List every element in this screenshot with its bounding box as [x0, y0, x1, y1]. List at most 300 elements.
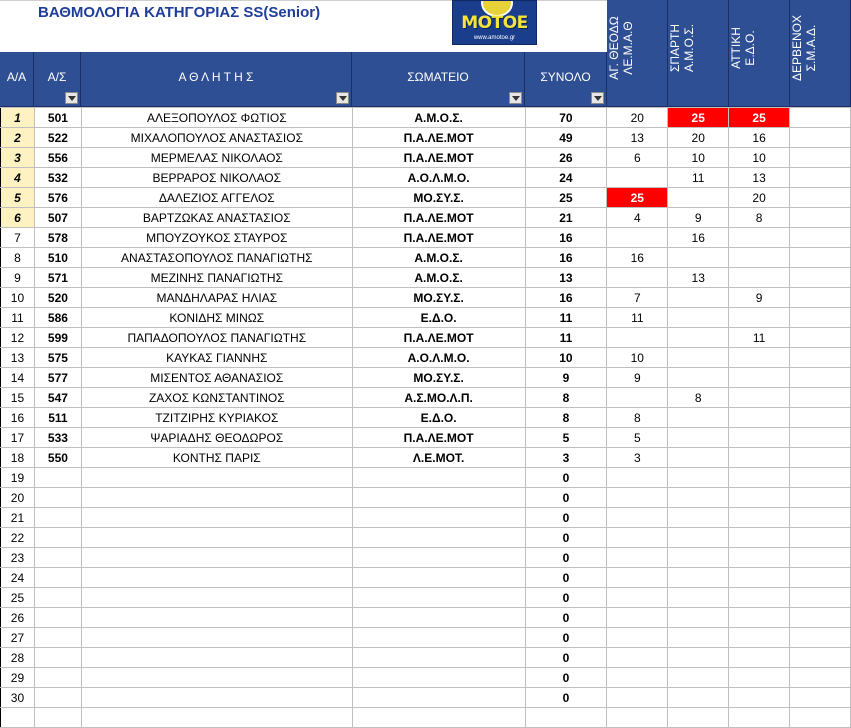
cell-race-2[interactable]: [668, 368, 729, 388]
cell-aa[interactable]: 8: [1, 248, 35, 268]
cell-athlete[interactable]: [81, 528, 352, 548]
cell-race-1[interactable]: [607, 688, 668, 708]
cell-club[interactable]: Ε.Δ.Ο.: [352, 408, 525, 428]
cell-athlete[interactable]: [81, 548, 352, 568]
cell-club[interactable]: [352, 668, 525, 688]
cell-club[interactable]: Α.Μ.Ο.Σ.: [352, 268, 525, 288]
cell-race-3[interactable]: [729, 588, 790, 608]
cell-total[interactable]: 8: [525, 388, 607, 408]
cell-total[interactable]: 26: [525, 148, 607, 168]
cell-aa[interactable]: 10: [1, 288, 35, 308]
filter-dropdown-icon[interactable]: [336, 92, 349, 104]
cell-total[interactable]: 21: [525, 208, 607, 228]
cell-athlete[interactable]: [81, 668, 352, 688]
cell-as[interactable]: 532: [34, 168, 81, 188]
cell-race-4[interactable]: [790, 588, 851, 608]
cell-athlete[interactable]: ΚΑΥΚΑΣ ΓΙΑΝΝΗΣ: [81, 348, 352, 368]
cell-total[interactable]: 5: [525, 428, 607, 448]
cell-club[interactable]: [352, 488, 525, 508]
cell-total[interactable]: 0: [525, 468, 607, 488]
cell-race-3[interactable]: [729, 448, 790, 468]
cell-club[interactable]: ΜΟ.ΣΥ.Σ.: [352, 288, 525, 308]
cell-race-2[interactable]: [668, 308, 729, 328]
cell-as[interactable]: 556: [34, 148, 81, 168]
cell-race-1[interactable]: [607, 508, 668, 528]
cell-club[interactable]: [352, 608, 525, 628]
cell-total[interactable]: 0: [525, 628, 607, 648]
cell-athlete[interactable]: ΚΟΝΙΔΗΣ ΜΙΝΩΣ: [81, 308, 352, 328]
cell-race-3[interactable]: [729, 508, 790, 528]
cell-race-1[interactable]: [607, 328, 668, 348]
cell-as[interactable]: [34, 608, 81, 628]
table-row: [1, 168, 851, 188]
cell-athlete[interactable]: ΑΛΕΞΟΠΟΥΛΟΣ ΦΩΤΙΟΣ: [81, 108, 352, 128]
cell-aa[interactable]: 13: [1, 348, 35, 368]
cell-aa[interactable]: 20: [1, 488, 35, 508]
cell-club[interactable]: [352, 528, 525, 548]
cell-total[interactable]: 0: [525, 608, 607, 628]
cell-race-1[interactable]: [607, 468, 668, 488]
cell-race-4[interactable]: [790, 508, 851, 528]
cell-total[interactable]: 16: [525, 228, 607, 248]
cell-as[interactable]: 550: [34, 448, 81, 468]
cell-aa[interactable]: 25: [1, 588, 35, 608]
cell-as[interactable]: [34, 508, 81, 528]
cell-as[interactable]: [34, 488, 81, 508]
cell-race-3[interactable]: [729, 248, 790, 268]
cell-race-3[interactable]: [729, 428, 790, 448]
cell-race-2[interactable]: 20: [668, 128, 729, 148]
cell-race-1[interactable]: [607, 488, 668, 508]
cell-race-4[interactable]: [790, 248, 851, 268]
cell-race-3[interactable]: [729, 628, 790, 648]
cell-race-3[interactable]: [729, 648, 790, 668]
cell-race-2[interactable]: [668, 608, 729, 628]
cell-race-1[interactable]: 3: [607, 448, 668, 468]
cell-race-4[interactable]: [790, 228, 851, 248]
table-row: [1, 428, 851, 448]
cell-as[interactable]: [34, 468, 81, 488]
cell-race-2[interactable]: [668, 568, 729, 588]
cell-club[interactable]: Π.Α.ΛΕ.ΜΟΤ: [352, 428, 525, 448]
cell-total[interactable]: 25: [525, 188, 607, 208]
cell-aa[interactable]: 27: [1, 628, 35, 648]
cell-as[interactable]: 575: [34, 348, 81, 368]
cell-race-1[interactable]: [607, 388, 668, 408]
cell-athlete[interactable]: ΒΑΡΤΖΩΚΑΣ ΑΝΑΣΤΑΣΙΟΣ: [81, 208, 352, 228]
cell-race-4[interactable]: [790, 308, 851, 328]
cell-athlete[interactable]: ΠΑΠΑΔΟΠΟΥΛΟΣ ΠΑΝΑΓΙΩΤΗΣ: [81, 328, 352, 348]
cell-club[interactable]: Π.Α.ΛΕ.ΜΟΤ: [352, 148, 525, 168]
cell-total[interactable]: 0: [525, 648, 607, 668]
cell-aa[interactable]: 30: [1, 688, 35, 708]
cell-aa[interactable]: 29: [1, 668, 35, 688]
cell-race-2[interactable]: 16: [668, 228, 729, 248]
cell-race-1[interactable]: 10: [607, 348, 668, 368]
cell-race-3[interactable]: [729, 388, 790, 408]
cell-race-1[interactable]: [607, 708, 668, 728]
cell-club[interactable]: Ε.Δ.Ο.: [352, 308, 525, 328]
cell-race-4[interactable]: [790, 648, 851, 668]
cell-race-3[interactable]: 16: [729, 128, 790, 148]
cell-race-1[interactable]: 25: [607, 188, 668, 208]
cell-club[interactable]: [352, 568, 525, 588]
header-total: ΣΥΝΟΛΟ: [525, 52, 607, 107]
cell-race-2[interactable]: 11: [668, 168, 729, 188]
cell-club[interactable]: [352, 588, 525, 608]
cell-race-2[interactable]: 10: [668, 148, 729, 168]
cell-race-1[interactable]: 7: [607, 288, 668, 308]
cell-race-4[interactable]: [790, 448, 851, 468]
cell-as[interactable]: [34, 588, 81, 608]
cell-as[interactable]: 533: [34, 428, 81, 448]
cell-athlete[interactable]: ΜΙΧΑΛΟΠΟΥΛΟΣ ΑΝΑΣΤΑΣΙΟΣ: [81, 128, 352, 148]
cell-race-3[interactable]: 9: [729, 288, 790, 308]
header-race-2: ΣΠΑΡΤΗ Α.Μ.Ο.Σ.: [668, 0, 729, 107]
cell-race-4[interactable]: [790, 608, 851, 628]
cell-race-4[interactable]: [790, 128, 851, 148]
cell-club[interactable]: ΜΟ.ΣΥ.Σ.: [352, 368, 525, 388]
cell-race-2[interactable]: [668, 488, 729, 508]
cell-race-3[interactable]: 8: [729, 208, 790, 228]
cell-race-3[interactable]: 11: [729, 328, 790, 348]
cell-race-3[interactable]: [729, 348, 790, 368]
cell-aa[interactable]: 17: [1, 428, 35, 448]
cell-club[interactable]: Α.Ο.Λ.Μ.Ο.: [352, 348, 525, 368]
cell-race-1[interactable]: 20: [607, 108, 668, 128]
cell-athlete[interactable]: ΜΕΖΙΝΗΣ ΠΑΝΑΓΙΩΤΗΣ: [81, 268, 352, 288]
cell-as[interactable]: [34, 628, 81, 648]
cell-club[interactable]: [352, 708, 525, 728]
cell-as[interactable]: [34, 688, 81, 708]
cell-race-3[interactable]: [729, 548, 790, 568]
cell-race-2[interactable]: [668, 688, 729, 708]
cell-race-4[interactable]: [790, 408, 851, 428]
table-row: [1, 508, 851, 528]
cell-aa[interactable]: 11: [1, 308, 35, 328]
cell-race-4[interactable]: [790, 568, 851, 588]
table-row: [1, 528, 851, 548]
cell-athlete[interactable]: [81, 488, 352, 508]
cell-race-1[interactable]: [607, 568, 668, 588]
cell-race-2[interactable]: [668, 468, 729, 488]
cell-race-2[interactable]: [668, 548, 729, 568]
cell-race-1[interactable]: 4: [607, 208, 668, 228]
cell-total[interactable]: 0: [525, 508, 607, 528]
cell-total[interactable]: 49: [525, 128, 607, 148]
cell-race-2[interactable]: [668, 348, 729, 368]
cell-race-1[interactable]: [607, 528, 668, 548]
cell-race-3[interactable]: [729, 468, 790, 488]
cell-race-4[interactable]: [790, 688, 851, 708]
cell-race-3[interactable]: [729, 528, 790, 548]
cell-race-4[interactable]: [790, 488, 851, 508]
cell-total[interactable]: 70: [525, 108, 607, 128]
cell-race-4[interactable]: [790, 668, 851, 688]
cell-athlete[interactable]: [81, 648, 352, 668]
cell-club[interactable]: Α.Μ.Ο.Σ.: [352, 248, 525, 268]
cell-club[interactable]: ΜΟ.ΣΥ.Σ.: [352, 188, 525, 208]
cell-race-3[interactable]: 20: [729, 188, 790, 208]
cell-athlete[interactable]: ΜΠΟΥΖΟΥΚΟΣ ΣΤΑΥΡΟΣ: [81, 228, 352, 248]
cell-race-2[interactable]: [668, 188, 729, 208]
cell-race-1[interactable]: 9: [607, 368, 668, 388]
cell-race-4[interactable]: [790, 188, 851, 208]
cell-aa[interactable]: 3: [1, 148, 35, 168]
cell-race-4[interactable]: [790, 348, 851, 368]
cell-race-2[interactable]: 8: [668, 388, 729, 408]
cell-athlete[interactable]: [81, 588, 352, 608]
cell-race-2[interactable]: [668, 248, 729, 268]
table-row: [1, 108, 851, 128]
cell-club[interactable]: Α.Σ.ΜΟ.Λ.Π.: [352, 388, 525, 408]
cell-as[interactable]: 586: [34, 308, 81, 328]
filter-dropdown-icon[interactable]: [591, 92, 604, 104]
cell-race-1[interactable]: 6: [607, 148, 668, 168]
cell-athlete[interactable]: [81, 688, 352, 708]
cell-aa[interactable]: 2: [1, 128, 35, 148]
cell-athlete[interactable]: [81, 508, 352, 528]
cell-race-4[interactable]: [790, 708, 851, 728]
cell-as[interactable]: 547: [34, 388, 81, 408]
cell-race-4[interactable]: [790, 388, 851, 408]
cell-race-3[interactable]: [729, 688, 790, 708]
cell-race-2[interactable]: [668, 328, 729, 348]
cell-race-3[interactable]: [729, 268, 790, 288]
cell-club[interactable]: [352, 508, 525, 528]
cell-aa[interactable]: 15: [1, 388, 35, 408]
cell-race-2[interactable]: [668, 648, 729, 668]
cell-aa[interactable]: 19: [1, 468, 35, 488]
cell-as[interactable]: 501: [34, 108, 81, 128]
cell-race-4[interactable]: [790, 288, 851, 308]
cell-total[interactable]: 16: [525, 248, 607, 268]
cell-race-4[interactable]: [790, 468, 851, 488]
table-row: [1, 348, 851, 368]
cell-club[interactable]: Π.Α.ΛΕ.ΜΟΤ: [352, 328, 525, 348]
cell-aa[interactable]: 16: [1, 408, 35, 428]
cell-race-3[interactable]: [729, 228, 790, 248]
cell-athlete[interactable]: ΚΟΝΤΗΣ ΠΑΡΙΣ: [81, 448, 352, 468]
cell-aa[interactable]: 24: [1, 568, 35, 588]
cell-total[interactable]: 24: [525, 168, 607, 188]
cell-race-4[interactable]: [790, 428, 851, 448]
cell-aa[interactable]: 4: [1, 168, 35, 188]
cell-race-2[interactable]: 25: [668, 108, 729, 128]
cell-race-1[interactable]: 16: [607, 248, 668, 268]
cell-total[interactable]: 16: [525, 288, 607, 308]
cell-athlete[interactable]: ΖΑΧΟΣ ΚΩΝΣΤΑΝΤΙΝΟΣ: [81, 388, 352, 408]
cell-total[interactable]: 11: [525, 308, 607, 328]
logo-url: www.amotoe.gr: [473, 35, 516, 41]
cell-race-1[interactable]: 8: [607, 408, 668, 428]
cell-athlete[interactable]: [81, 628, 352, 648]
cell-aa[interactable]: 23: [1, 548, 35, 568]
cell-total[interactable]: 0: [525, 528, 607, 548]
cell-race-1[interactable]: 5: [607, 428, 668, 448]
cell-aa[interactable]: 28: [1, 648, 35, 668]
cell-total[interactable]: 0: [525, 568, 607, 588]
cell-as[interactable]: 507: [34, 208, 81, 228]
header-race-4: ΔΕΡΒΕΝΟΧ Σ.Μ.Α.Δ.: [790, 0, 851, 107]
cell-as[interactable]: [34, 648, 81, 668]
table-row: [1, 648, 851, 668]
cell-club[interactable]: Π.Α.ΛΕ.ΜΟΤ: [352, 128, 525, 148]
cell-total[interactable]: [525, 708, 607, 728]
cell-race-4[interactable]: [790, 368, 851, 388]
cell-club[interactable]: [352, 468, 525, 488]
cell-club[interactable]: [352, 628, 525, 648]
cell-as[interactable]: 522: [34, 128, 81, 148]
cell-race-1[interactable]: [607, 588, 668, 608]
table-row: [1, 448, 851, 468]
cell-race-1[interactable]: 13: [607, 128, 668, 148]
cell-club[interactable]: Π.Α.ΛΕ.ΜΟΤ: [352, 228, 525, 248]
cell-total[interactable]: 13: [525, 268, 607, 288]
cell-race-4[interactable]: [790, 628, 851, 648]
cell-club[interactable]: Α.Μ.Ο.Σ.: [352, 108, 525, 128]
cell-as[interactable]: 599: [34, 328, 81, 348]
cell-race-2[interactable]: 13: [668, 268, 729, 288]
cell-race-1[interactable]: [607, 628, 668, 648]
cell-as[interactable]: [34, 548, 81, 568]
cell-aa[interactable]: 26: [1, 608, 35, 628]
cell-race-3[interactable]: [729, 308, 790, 328]
cell-total[interactable]: 9: [525, 368, 607, 388]
cell-race-2[interactable]: [668, 668, 729, 688]
cell-race-3[interactable]: [729, 568, 790, 588]
cell-club[interactable]: [352, 688, 525, 708]
cell-race-1[interactable]: 11: [607, 308, 668, 328]
cell-race-4[interactable]: [790, 528, 851, 548]
cell-total[interactable]: 0: [525, 548, 607, 568]
cell-aa[interactable]: 7: [1, 228, 35, 248]
cell-race-2[interactable]: [668, 628, 729, 648]
cell-aa[interactable]: 14: [1, 368, 35, 388]
cell-as[interactable]: 578: [34, 228, 81, 248]
cell-as[interactable]: 511: [34, 408, 81, 428]
cell-race-3[interactable]: [729, 408, 790, 428]
cell-aa[interactable]: 18: [1, 448, 35, 468]
cell-race-3[interactable]: [729, 708, 790, 728]
cell-club[interactable]: Α.Ο.Λ.Μ.Ο.: [352, 168, 525, 188]
cell-race-2[interactable]: [668, 428, 729, 448]
cell-race-3[interactable]: [729, 488, 790, 508]
cell-total[interactable]: 3: [525, 448, 607, 468]
cell-aa[interactable]: 21: [1, 508, 35, 528]
table-row: [1, 608, 851, 628]
cell-race-2[interactable]: [668, 448, 729, 468]
cell-race-1[interactable]: [607, 168, 668, 188]
cell-as[interactable]: 576: [34, 188, 81, 208]
cell-race-2[interactable]: [668, 708, 729, 728]
cell-aa[interactable]: 6: [1, 208, 35, 228]
cell-club[interactable]: [352, 648, 525, 668]
cell-as[interactable]: [34, 708, 81, 728]
cell-race-2[interactable]: [668, 508, 729, 528]
cell-race-3[interactable]: [729, 668, 790, 688]
cell-race-3[interactable]: 10: [729, 148, 790, 168]
cell-race-1[interactable]: [607, 268, 668, 288]
cell-athlete[interactable]: ΨΑΡΙΑΔΗΣ ΘΕΟΔΩΡΟΣ: [81, 428, 352, 448]
cell-race-4[interactable]: [790, 268, 851, 288]
cell-club[interactable]: [352, 548, 525, 568]
cell-athlete[interactable]: ΔΑΛΕΖΙΟΣ ΑΓΓΕΛΟΣ: [81, 188, 352, 208]
cell-athlete[interactable]: ΜΙΣΕΝΤΟΣ ΑΘΑΝΑΣΙΟΣ: [81, 368, 352, 388]
table-row: [1, 248, 851, 268]
cell-race-4[interactable]: [790, 208, 851, 228]
cell-total[interactable]: 0: [525, 688, 607, 708]
cell-as[interactable]: 520: [34, 288, 81, 308]
cell-club[interactable]: Λ.Ε.ΜΟΤ.: [352, 448, 525, 468]
cell-race-1[interactable]: [607, 608, 668, 628]
cell-total[interactable]: 0: [525, 588, 607, 608]
cell-race-1[interactable]: [607, 668, 668, 688]
cell-athlete[interactable]: ΤΖΙΤΖΙΡΗΣ ΚΥΡΙΑΚΟΣ: [81, 408, 352, 428]
cell-athlete[interactable]: ΒΕΡΡΑΡΟΣ ΝΙΚΟΛΑΟΣ: [81, 168, 352, 188]
filter-dropdown-icon[interactable]: [65, 92, 78, 104]
cell-athlete[interactable]: [81, 708, 352, 728]
cell-race-3[interactable]: 25: [729, 108, 790, 128]
cell-race-2[interactable]: [668, 288, 729, 308]
cell-race-3[interactable]: [729, 608, 790, 628]
cell-race-1[interactable]: [607, 548, 668, 568]
cell-as[interactable]: [34, 568, 81, 588]
cell-athlete[interactable]: [81, 468, 352, 488]
cell-as[interactable]: 577: [34, 368, 81, 388]
cell-athlete[interactable]: ΜΑΝΔΗΛΑΡΑΣ ΗΛΙΑΣ: [81, 288, 352, 308]
cell-total[interactable]: 0: [525, 668, 607, 688]
cell-total[interactable]: 0: [525, 488, 607, 508]
cell-athlete[interactable]: ΜΕΡΜΕΛΑΣ ΝΙΚΟΛΑΟΣ: [81, 148, 352, 168]
cell-race-4[interactable]: [790, 148, 851, 168]
cell-race-3[interactable]: 13: [729, 168, 790, 188]
cell-race-4[interactable]: [790, 168, 851, 188]
cell-athlete[interactable]: [81, 608, 352, 628]
cell-as[interactable]: 510: [34, 248, 81, 268]
cell-race-4[interactable]: [790, 548, 851, 568]
cell-aa[interactable]: [1, 708, 35, 728]
filter-dropdown-icon[interactable]: [509, 92, 522, 104]
cell-race-1[interactable]: [607, 228, 668, 248]
cell-aa[interactable]: 9: [1, 268, 35, 288]
cell-race-4[interactable]: [790, 108, 851, 128]
standings-table: [0, 107, 851, 728]
table-row: [1, 128, 851, 148]
cell-aa[interactable]: 12: [1, 328, 35, 348]
cell-aa[interactable]: 5: [1, 188, 35, 208]
cell-as[interactable]: [34, 528, 81, 548]
cell-aa[interactable]: 22: [1, 528, 35, 548]
cell-aa[interactable]: 1: [1, 108, 35, 128]
cell-race-2[interactable]: 9: [668, 208, 729, 228]
cell-as[interactable]: [34, 668, 81, 688]
cell-race-2[interactable]: [668, 588, 729, 608]
cell-total[interactable]: 11: [525, 328, 607, 348]
cell-total[interactable]: 10: [525, 348, 607, 368]
cell-athlete[interactable]: [81, 568, 352, 588]
cell-race-4[interactable]: [790, 328, 851, 348]
cell-total[interactable]: 8: [525, 408, 607, 428]
cell-race-2[interactable]: [668, 408, 729, 428]
cell-race-3[interactable]: [729, 368, 790, 388]
cell-race-1[interactable]: [607, 648, 668, 668]
cell-club[interactable]: Π.Α.ΛΕ.ΜΟΤ: [352, 208, 525, 228]
cell-race-2[interactable]: [668, 528, 729, 548]
cell-athlete[interactable]: ΑΝΑΣΤΑΣΟΠΟΥΛΟΣ ΠΑΝΑΓΙΩΤΗΣ: [81, 248, 352, 268]
header-race-3: ΑΤΤΙΚΗ Ε.Δ.Ο.: [729, 0, 790, 107]
cell-as[interactable]: 571: [34, 268, 81, 288]
